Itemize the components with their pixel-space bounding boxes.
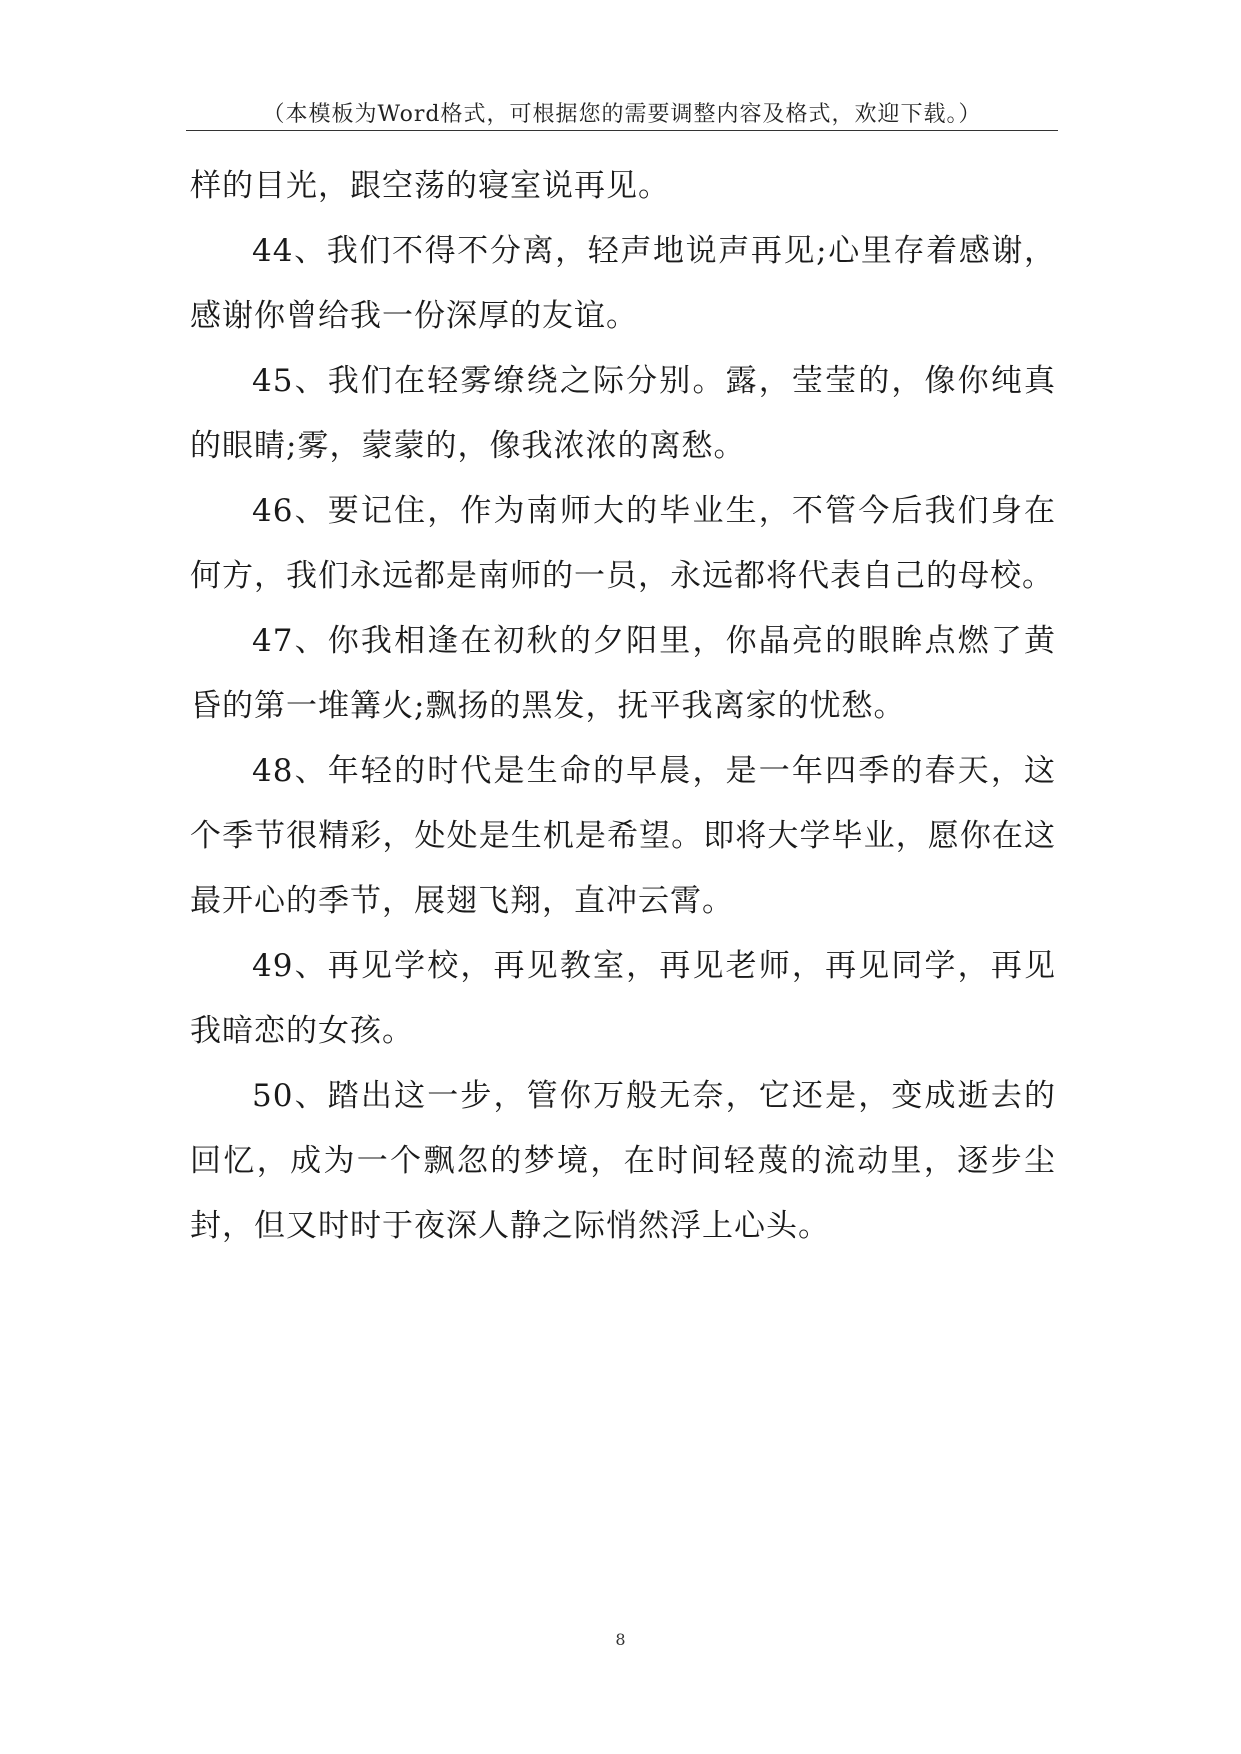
header-note: （本模板为Word格式，可根据您的需要调整内容及格式，欢迎下载。） bbox=[262, 102, 982, 127]
paragraph-continued: 样的目光，跟空荡的寝室说再见。 bbox=[190, 168, 670, 204]
paragraph-49: 49、再见学校，再见教室，再见老师，再见同学，再见我暗恋的女孩。 bbox=[190, 948, 1056, 1049]
paragraph-50: 50、踏出这一步，管你万般无奈，它还是，变成逝去的回忆，成为一个飘忽的梦境，在时间轻蔑的流动里，逐步尘封，但又时时于夜深人静之际悄然浮上心头。 bbox=[190, 1078, 1056, 1244]
header-divider bbox=[186, 130, 1058, 131]
paragraph-44: 44、我们不得不分离，轻声地说声再见;心里存着感谢，感谢你曾给我一份深厚的友谊。 bbox=[190, 233, 1056, 334]
paragraph-46: 46、要记住，作为南师大的毕业生，不管今后我们身在何方，我们永远都是南师的一员，永远都将代表自己的母校。 bbox=[190, 493, 1056, 594]
page-number: 8 bbox=[615, 1630, 626, 1649]
paragraph-45: 45、我们在轻雾缭绕之际分别。露，莹莹的，像你纯真的眼睛;雾，蒙蒙的，像我浓浓的离愁。 bbox=[190, 363, 1056, 464]
document-body bbox=[190, 154, 1056, 1259]
paragraph-48: 48、年轻的时代是生命的早晨，是一年四季的春天，这个季节很精彩，处处是生机是希望。即将大学毕业，愿你在这最开心的季节，展翅飞翔，直冲云霄。 bbox=[190, 753, 1056, 919]
paragraph-47: 47、你我相逢在初秋的夕阳里，你晶亮的眼眸点燃了黄昏的第一堆篝火;飘扬的黑发，抚平我离家的忧愁。 bbox=[190, 623, 1056, 724]
